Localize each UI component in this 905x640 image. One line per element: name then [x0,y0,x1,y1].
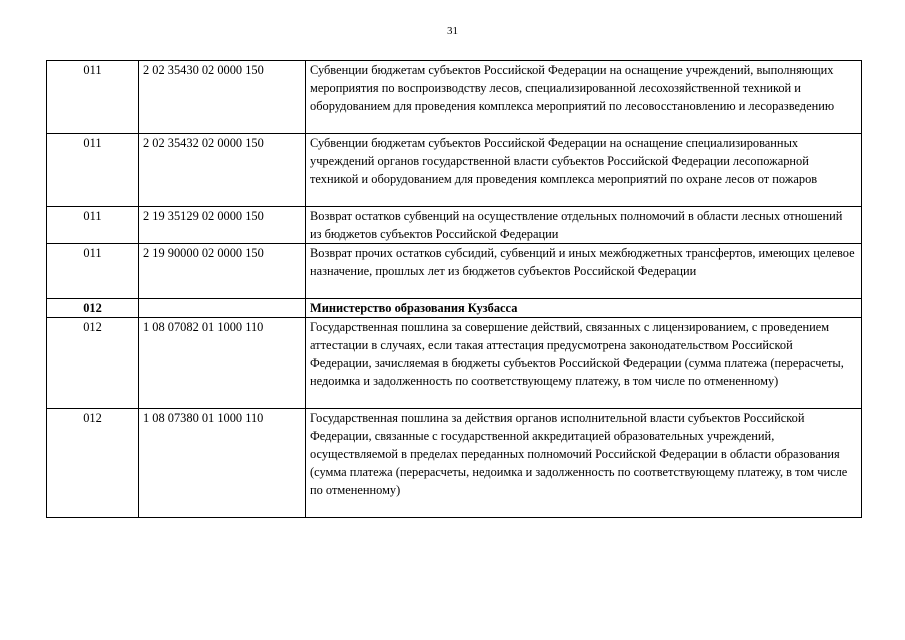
table-row [47,409,862,518]
revenue-name-cell: Возврат остатков субвенций на осуществление отдельных полномочий в области лесных отношений из бюджетов субъектов Российской Федерации [306,207,862,244]
admin-code-cell: 012 [47,409,139,518]
budget-code-cell: 2 19 35129 02 0000 150 [139,207,306,244]
table-row [47,318,862,409]
budget-code-cell: 1 08 07082 01 1000 110 [139,318,306,409]
budget-code-cell: 2 19 90000 02 0000 150 [139,244,306,299]
admin-code-cell: 011 [47,61,139,134]
admin-code-cell: 012 [47,318,139,409]
table-row [47,207,862,244]
page-number: 31 [447,25,458,37]
ministry-header-row [47,299,862,318]
table-row [47,134,862,207]
revenue-name-cell: Субвенции бюджетам субъектов Российской Федерации на оснащение специализированных учреждений органов государственной власти субъектов Российской Федерации лесопожарной техникой и оборудованием для проведения комплекса мероприятий по охране лесов от пожаров [306,134,862,207]
admin-code-cell: 011 [47,244,139,299]
table-row [47,61,862,134]
ministry-name-cell: Министерство образования Кузбасса [306,299,862,318]
revenue-name-cell: Государственная пошлина за совершение действий, связанных с лицензированием, с проведением аттестации в случаях, если такая аттестация предусмотрена законодательством Российской Федерации, зачисляемая в бюджеты субъектов Российской Федерации (сумма платежа (перерасчеты, недоимка и задолженность по соответствующему платежу, в том числе по отмененному) [306,318,862,409]
budget-code-cell: 2 02 35430 02 0000 150 [139,61,306,134]
admin-code-cell: 011 [47,134,139,207]
budget-code-cell [139,299,306,318]
table-row [47,244,862,299]
revenue-name-cell: Государственная пошлина за действия органов исполнительной власти субъектов Российской Федерации, связанные с государственной аккредитацией образовательных учреждений, осуществляемой в пределах переданных полномочий Российской Федерации в области образования (сумма платежа (перерасчеты, недоимка и задолженность по соответствующему платежу, в том числе по отмененному) [306,409,862,518]
revenue-name-cell: Возврат прочих остатков субсидий, субвенций и иных межбюджетных трансфертов, имеющих целевое назначение, прошлых лет из бюджетов субъектов Российской Федерации [306,244,862,299]
admin-code-cell: 012 [47,299,139,318]
revenue-name-cell: Субвенции бюджетам субъектов Российской Федерации на оснащение учреждений, выполняющих мероприятия по воспроизводству лесов, специализированной лесохозяйственной техникой и оборудованием для проведения комплекса мероприятий по лесовосстановлению и лесоразведению [306,61,862,134]
budget-code-cell: 2 02 35432 02 0000 150 [139,134,306,207]
revenue-codes-table [46,60,862,518]
admin-code-cell: 011 [47,207,139,244]
budget-code-cell: 1 08 07380 01 1000 110 [139,409,306,518]
